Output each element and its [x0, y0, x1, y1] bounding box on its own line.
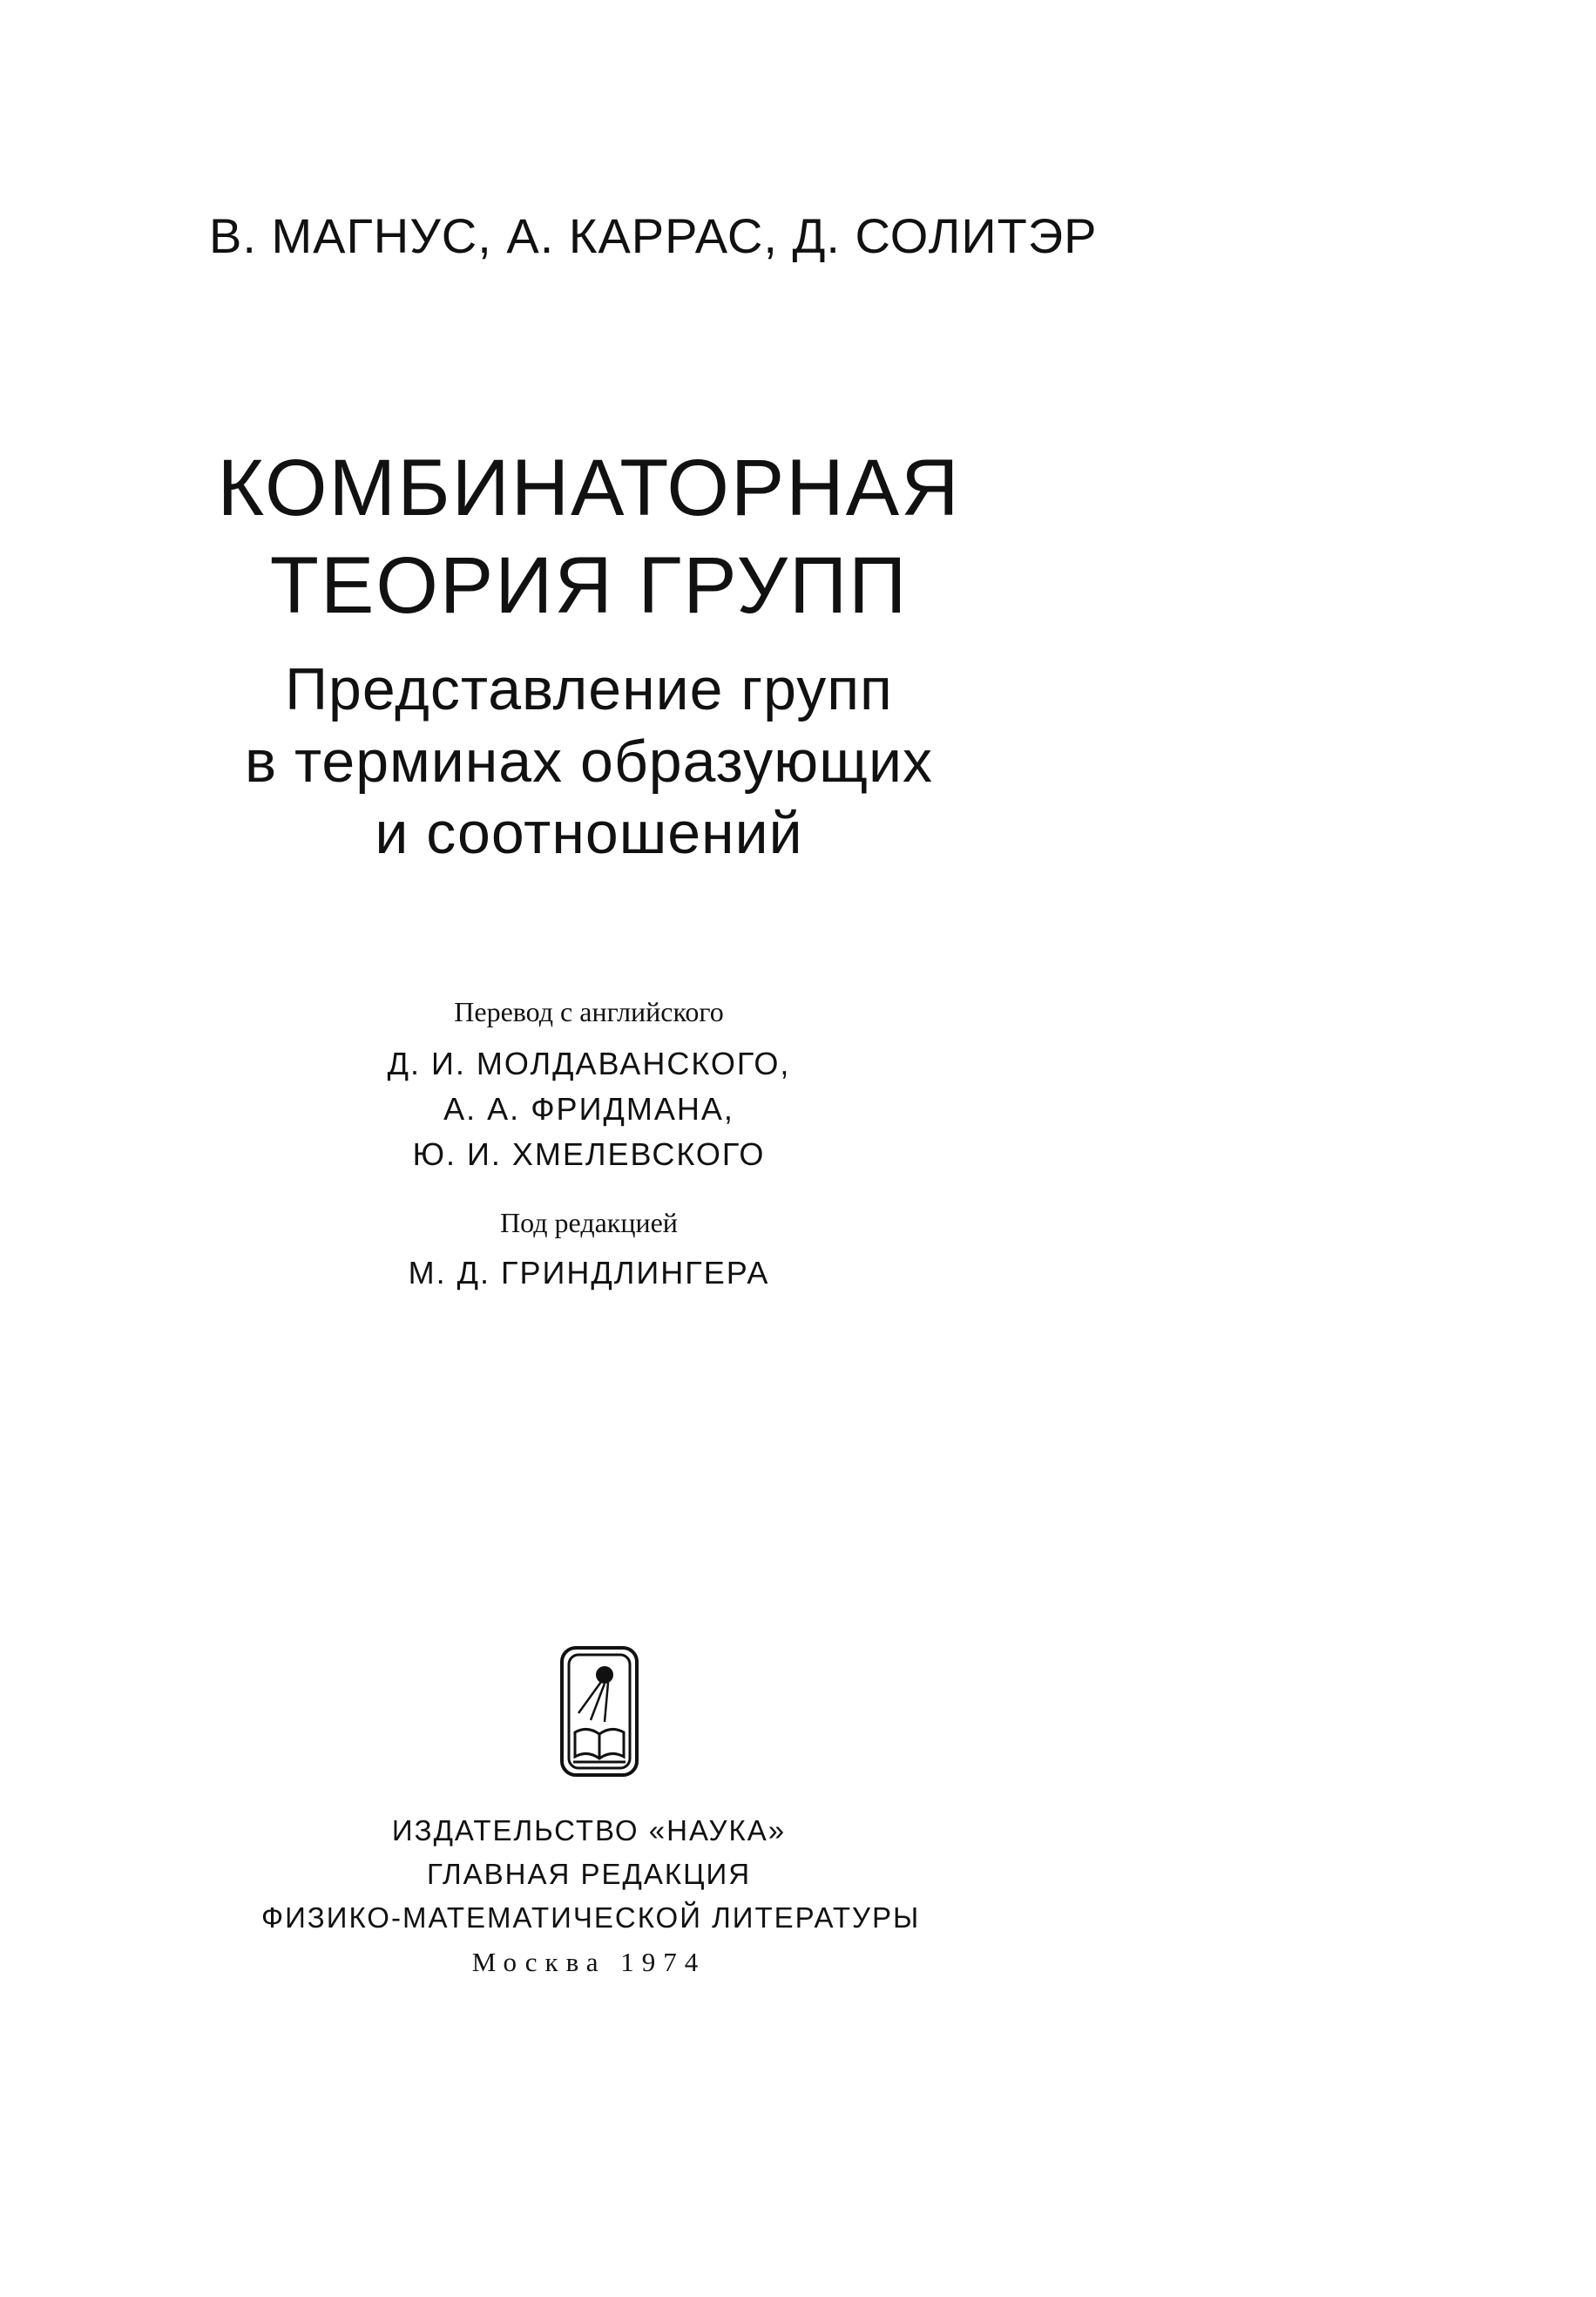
editor-name: М. Д. ГРИНДЛИНГЕРА [408, 1255, 770, 1291]
book-title-line-1: КОМБИНАТОРНАЯ [217, 444, 961, 532]
publication-place-year: Москва 1974 [471, 1947, 707, 1977]
translator-2: А. А. ФРИДМАНА, [443, 1091, 734, 1127]
subtitle-line-3: и соотношений [375, 800, 803, 866]
authors: В. МАГНУС, А. КАРРАС, Д. СОЛИТЭР [209, 208, 1098, 263]
book-title-line-2: ТЕОРИЯ ГРУПП [269, 541, 909, 630]
publisher-logo-icon [559, 1645, 639, 1778]
translator-3: Ю. И. ХМЕЛЕВСКОГО [412, 1136, 766, 1172]
editor-label: Под редакцией [500, 1207, 678, 1238]
subtitle-line-1: Представление групп [285, 656, 893, 722]
publisher-name: ИЗДАТЕЛЬСТВО «НАУКА» [391, 1814, 787, 1846]
subtitle-line-2: в терминах образующих [244, 728, 934, 795]
publisher-division: ГЛАВНАЯ РЕДАКЦИЯ [426, 1858, 752, 1890]
translator-1: Д. И. МОЛДАВАНСКОГО, [387, 1046, 791, 1081]
publisher-subdivision: ФИЗИКО-МАТЕМАТИЧЕСКОЙ ЛИТЕРАТУРЫ [261, 1901, 921, 1934]
translation-label: Перевод с английского [454, 996, 724, 1027]
